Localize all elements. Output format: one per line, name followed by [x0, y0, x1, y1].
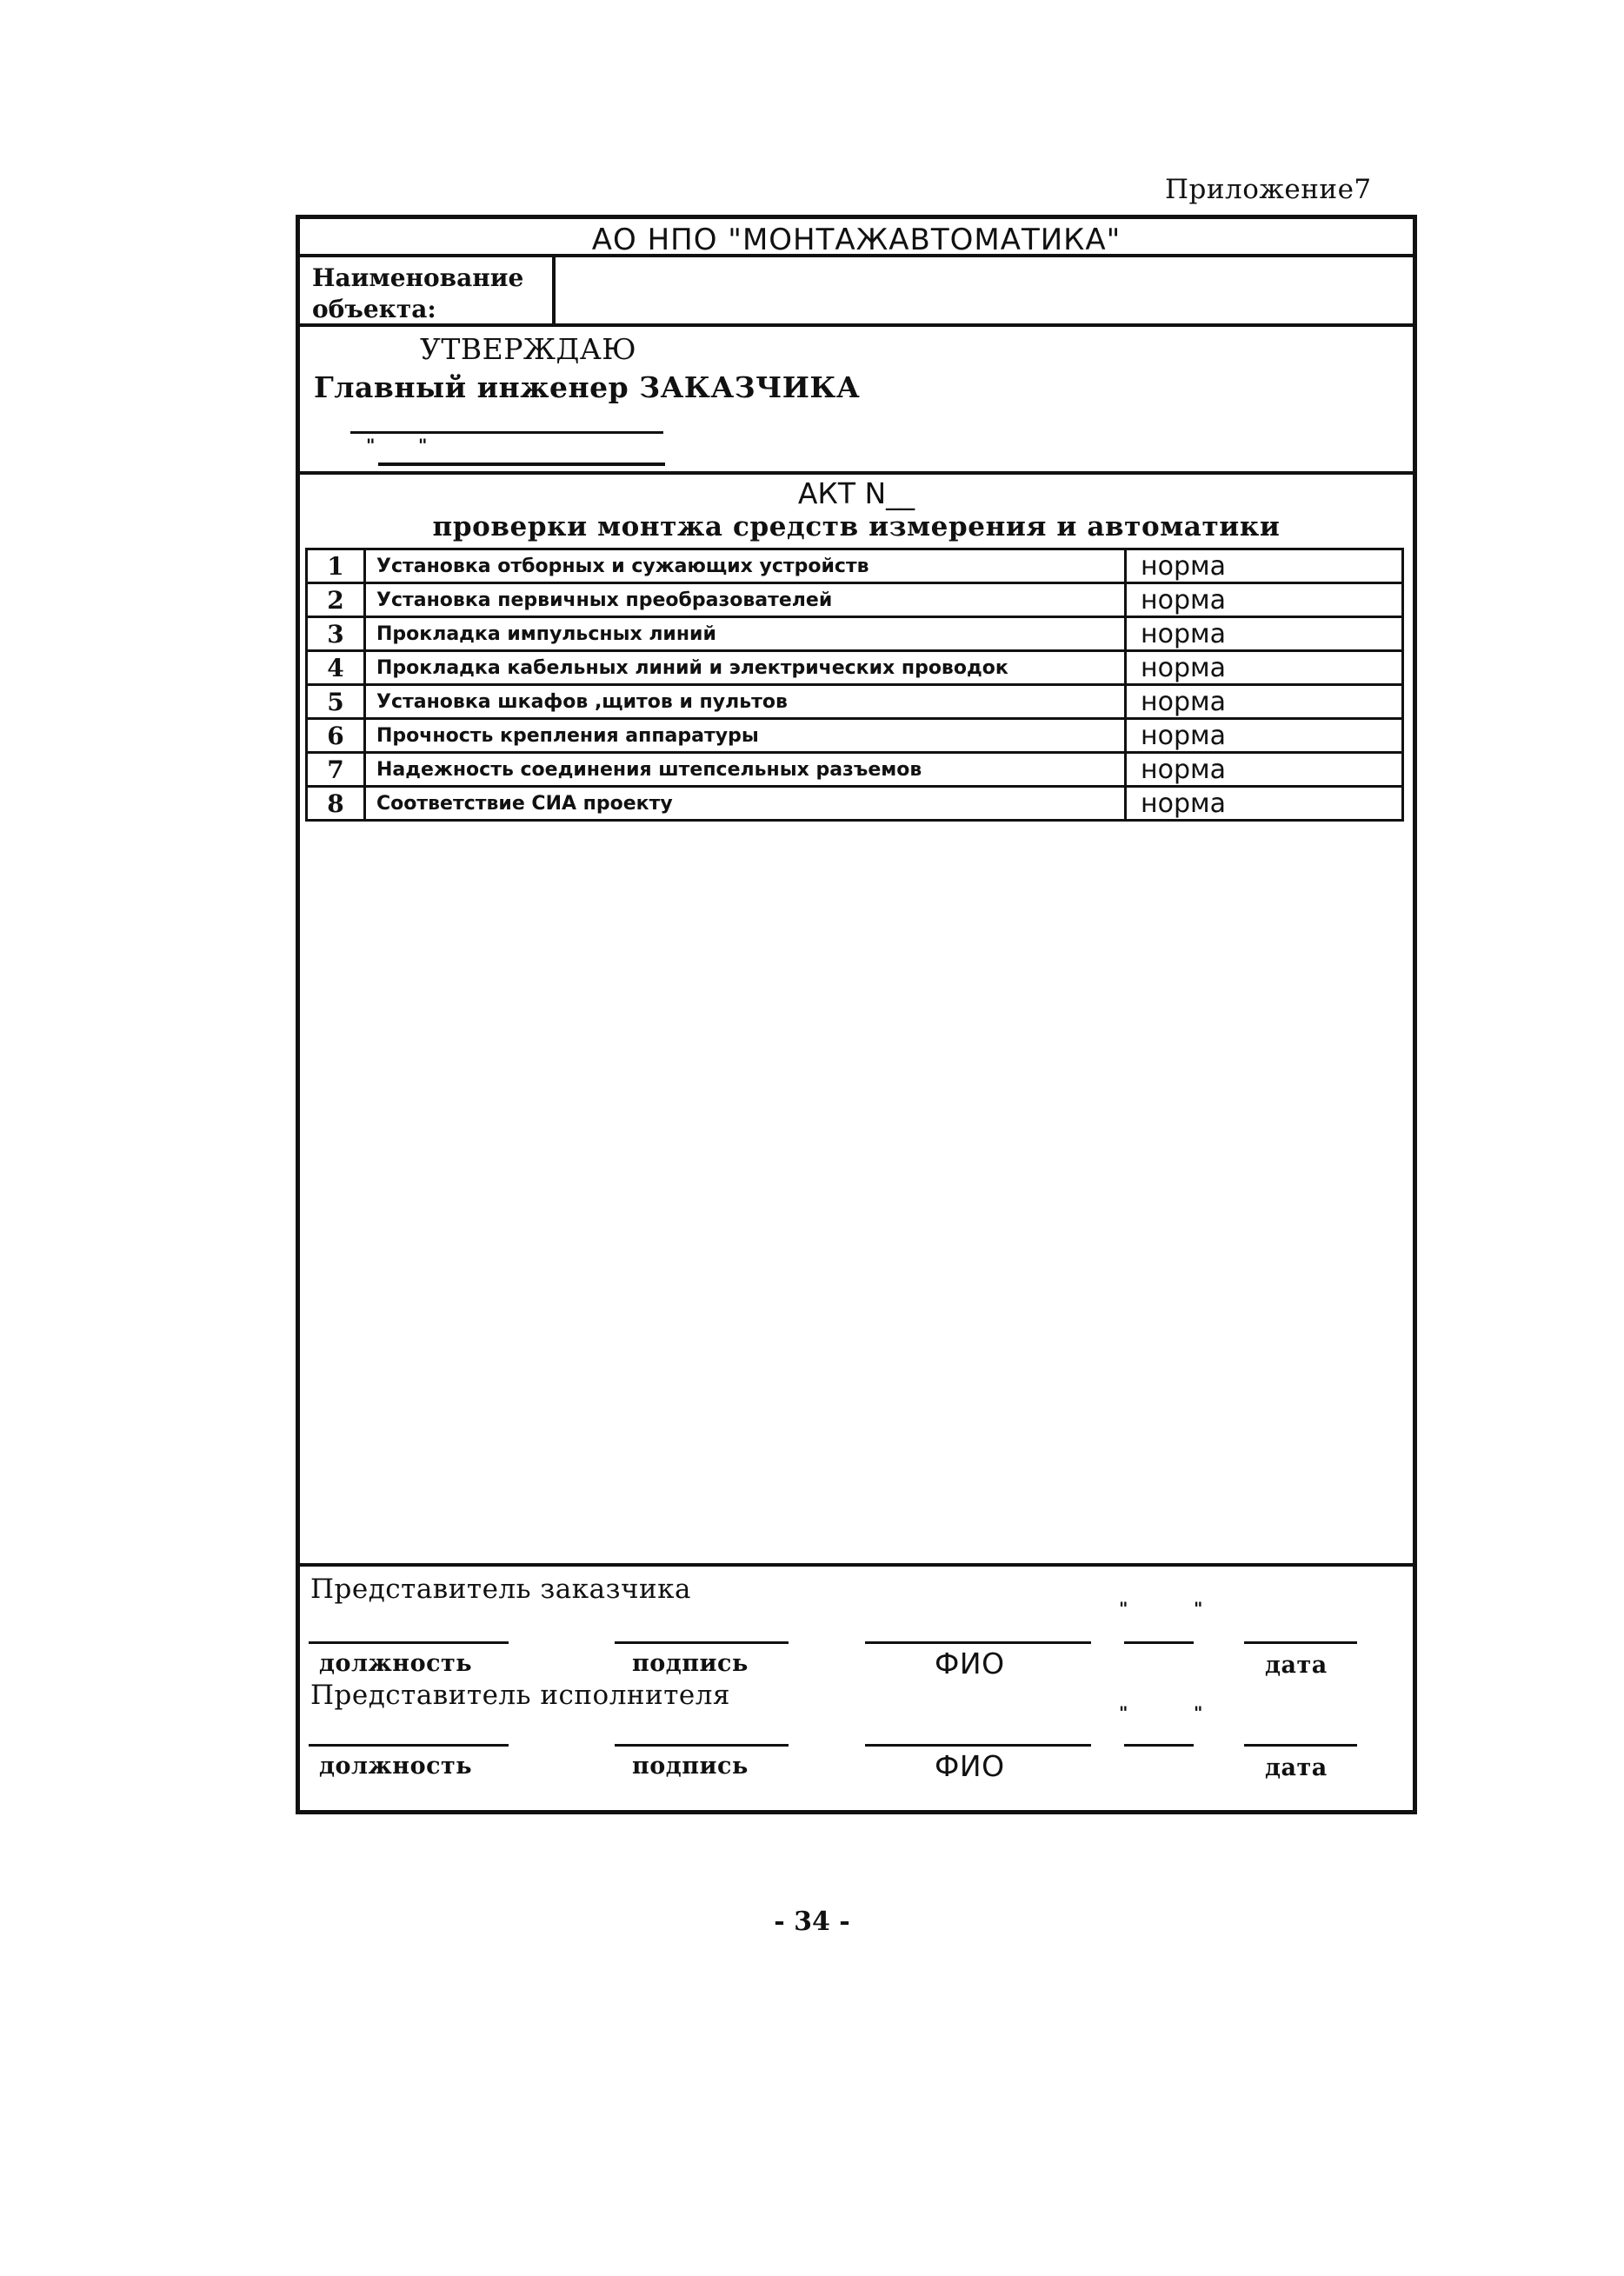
signature-block: [300, 1563, 1413, 1815]
row-number: 4: [307, 651, 365, 685]
divider: [300, 323, 1413, 327]
check-result: норма: [1126, 787, 1403, 821]
check-result: норма: [1126, 651, 1403, 685]
check-description: Установка отборных и сужающих устройств: [365, 549, 1126, 583]
date-day-line: [1124, 1641, 1194, 1644]
table-row: [307, 685, 1403, 719]
signature-caption: подпись: [632, 1753, 749, 1780]
date-line: [1244, 1641, 1357, 1644]
check-description: Надежность соединения штепсельных разъемов: [365, 753, 1126, 787]
position-caption: должность: [319, 1650, 473, 1677]
signature-caption: подпись: [632, 1650, 749, 1677]
page-number: - 34 -: [774, 1907, 850, 1937]
date-day-line: [1124, 1744, 1194, 1747]
row-number: 5: [307, 685, 365, 719]
table-row: [307, 617, 1403, 651]
appendix-label: Приложение7: [1165, 174, 1372, 205]
table-row: [307, 583, 1403, 617]
check-result: норма: [1126, 617, 1403, 651]
check-result: норма: [1126, 685, 1403, 719]
check-result: норма: [1126, 583, 1403, 617]
check-description: Установка первичных преобразователей: [365, 583, 1126, 617]
table-row: [307, 719, 1403, 753]
divider: [300, 1563, 1413, 1567]
approval-date-line: [378, 463, 665, 466]
object-name-label: Наименование объекта:: [312, 263, 524, 323]
quote-mark: ": [1194, 1702, 1203, 1723]
position-line: [309, 1641, 509, 1644]
divider: [552, 254, 556, 323]
check-description: Прокладка импульсных линий: [365, 617, 1126, 651]
checks-table: [305, 548, 1404, 822]
act-number: АКТ N__: [797, 476, 915, 510]
check-description: Соответствие СИА проекту: [365, 787, 1126, 821]
full-name-line: [865, 1744, 1091, 1747]
act-subtitle: проверки монтжа средств измерения и автоматики: [432, 511, 1281, 542]
table-row: [307, 787, 1403, 821]
position-line: [309, 1744, 509, 1747]
customer-rep-label: Представитель заказчика: [310, 1574, 692, 1605]
chief-engineer-label: Главный инженер ЗАКАЗЧИКА: [314, 370, 861, 404]
quote-mark: ": [418, 435, 428, 456]
table-row: [307, 753, 1403, 787]
date-caption: дата: [1265, 1754, 1328, 1781]
date-line: [1244, 1744, 1357, 1747]
full-name-caption: ФИО: [935, 1647, 1005, 1680]
organization-title: АО НПО "МОНТАЖАВТОМАТИКА": [591, 223, 1121, 257]
quote-mark: ": [1194, 1598, 1203, 1619]
signature-line: [615, 1641, 789, 1644]
row-number: 1: [307, 549, 365, 583]
check-result: норма: [1126, 549, 1403, 583]
quote-mark: ": [366, 435, 376, 456]
quote-mark: ": [1119, 1702, 1128, 1723]
signature-line: [615, 1744, 789, 1747]
date-caption: дата: [1265, 1652, 1328, 1679]
divider: [300, 471, 1413, 475]
full-name-caption: ФИО: [935, 1749, 1005, 1783]
quote-mark: ": [1119, 1598, 1128, 1619]
check-result: норма: [1126, 753, 1403, 787]
act-form: [296, 215, 1417, 1814]
row-number: 2: [307, 583, 365, 617]
check-description: Прочность крепления аппаратуры: [365, 719, 1126, 753]
full-name-line: [865, 1641, 1091, 1644]
table-row: [307, 651, 1403, 685]
approve-heading: УТВЕРЖДАЮ: [420, 332, 637, 366]
row-number: 6: [307, 719, 365, 753]
row-number: 8: [307, 787, 365, 821]
check-result: норма: [1126, 719, 1403, 753]
check-description: Установка шкафов ,щитов и пультов: [365, 685, 1126, 719]
contractor-rep-label: Представитель исполнителя: [310, 1680, 730, 1711]
position-caption: должность: [319, 1753, 473, 1780]
table-row: [307, 549, 1403, 583]
approval-signature-line: [350, 431, 663, 434]
row-number: 3: [307, 617, 365, 651]
check-description: Прокладка кабельных линий и электрических проводок: [365, 651, 1126, 685]
row-number: 7: [307, 753, 365, 787]
object-name-field: [561, 257, 1408, 320]
